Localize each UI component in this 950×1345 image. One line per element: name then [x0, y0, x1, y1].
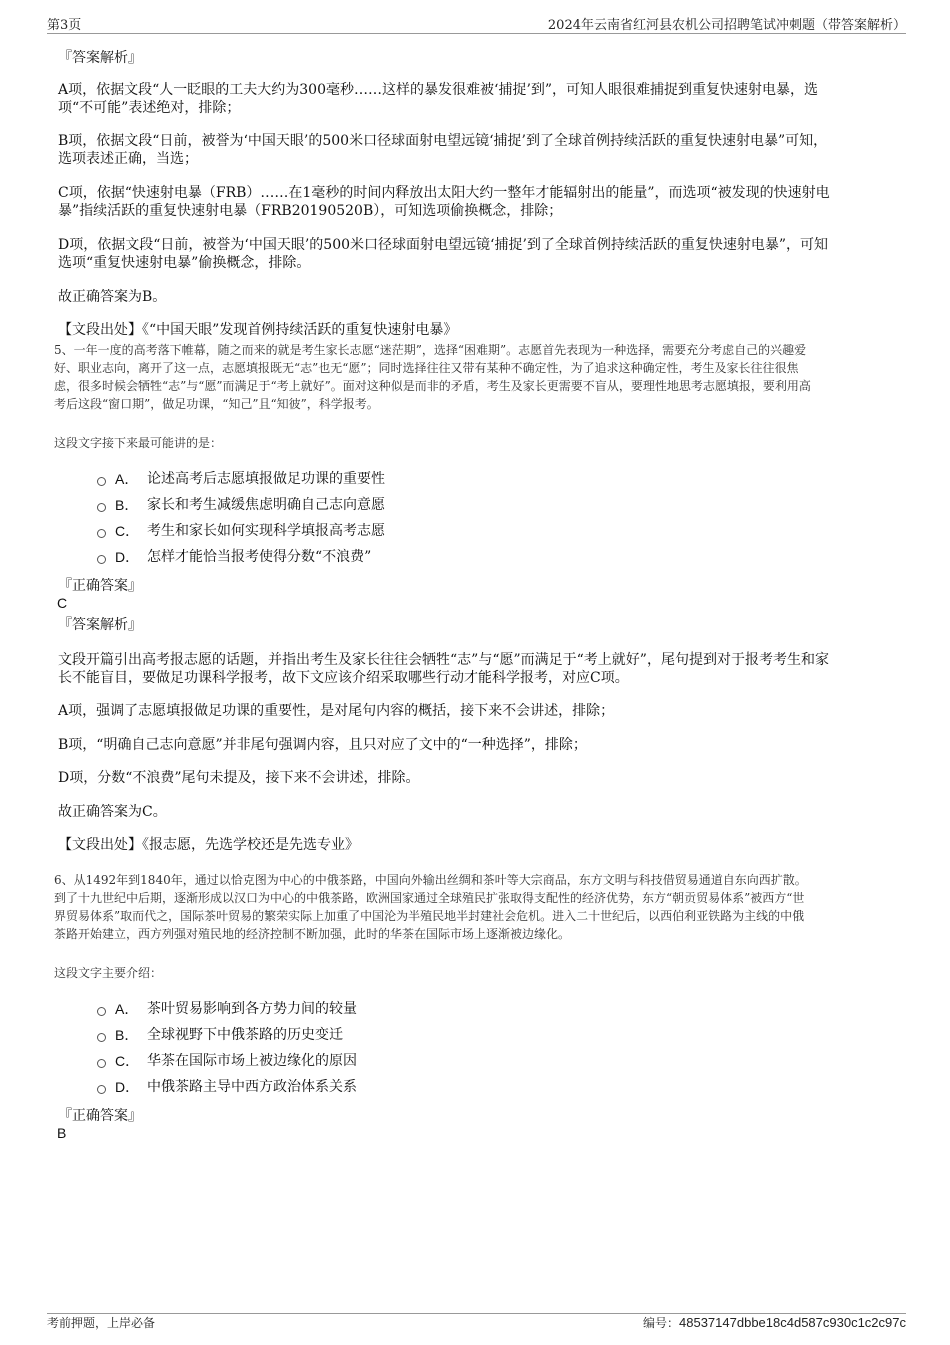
- explain-line: D项，依据文段“日前，被誉为‘中国天眼’的500米口径球面射电望远镜‘捕捉’到了全球首例持续活跃的重复快速射电暴”，可知: [58, 237, 829, 253]
- document-code: [643, 1314, 906, 1331]
- question-passage-line: 考后这段“窗口期”，做足功课，“知己”且“知彼”，科学报考。: [54, 397, 379, 411]
- question-passage-line: 5、一年一度的高考落下帷幕，随之而来的就是考生家长志愿“迷茫期”，选择“困难期”。志愿首先表现为一种选择，需要充分考虑自己的兴趣爱: [54, 343, 807, 357]
- correct-answer-label: 『正确答案』: [58, 1108, 142, 1124]
- radio-icon[interactable]: [97, 1007, 106, 1016]
- option-c[interactable]: C． 华茶在国际市场上被边缘化的原因: [97, 1051, 357, 1071]
- radio-icon[interactable]: [97, 1085, 106, 1094]
- question-passage-line: 6、从1492年到1840年，通过以恰克图为中心的中俄茶路，中国向外输出丝绸和茶叶等大宗商品，东方文明与科技借贸易通道自东向西扩散。: [54, 873, 807, 887]
- conclusion: 故正确答案为B。: [58, 289, 167, 305]
- option-c[interactable]: C． 考生和家长如何实现科学填报高考志愿: [97, 521, 385, 541]
- radio-icon[interactable]: [97, 1033, 106, 1042]
- footer-slogan: 考前押题，上岸必备: [47, 1316, 156, 1330]
- explain-line: 选项表述正确，当选；: [58, 151, 198, 167]
- option-d[interactable]: D． 中俄茶路主导中西方政治体系关系: [97, 1077, 357, 1097]
- radio-icon[interactable]: [97, 477, 106, 486]
- page-number: 第3页: [47, 18, 82, 33]
- explain-line: A项，依据文段“人一眨眼的工夫大约为300毫秒……这样的暴发很难被‘捕捉’到”，可知人眼很难捕捉到重复快速射电暴，选: [58, 82, 819, 98]
- explain-line: B项，依据文段“日前，被誉为‘中国天眼’的500米口径球面射电望远镜‘捕捉’到了全球首例持续活跃的重复快速射电暴”可知，: [58, 133, 828, 149]
- explain-line: D项，分数“不浪费”尾句未提及，接下来不会讲述，排除。: [58, 770, 420, 786]
- source-citation: 【文段出处】《“中国天眼”发现首例持续活跃的重复快速射电暴》: [58, 322, 458, 338]
- radio-icon[interactable]: [97, 503, 106, 512]
- question-passage-line: 好、职业志向，离开了这一点，志愿填报既无“志”也无“愿”；同时选择往往又带有某种不确定性，为了追求这种确定性，考生及家长往往很焦: [54, 361, 799, 375]
- option-a[interactable]: A． 论述高考后志愿填报做足功课的重要性: [97, 469, 385, 489]
- correct-answer: C: [57, 595, 68, 611]
- radio-icon[interactable]: [97, 1059, 106, 1068]
- answer-analysis-label: 『答案解析』: [58, 50, 142, 66]
- correct-answer: B: [57, 1125, 67, 1141]
- document-title: 2024年云南省红河县农机公司招聘笔试冲刺题（带答案解析）: [547, 18, 906, 33]
- header-divider: [47, 33, 906, 34]
- question-passage-line: 虑，很多时候会牺牲“志”与“愿”而满足于“考上就好”。面对这种似是而非的矛盾，考生及家长更需要不盲从，要理性地思考志愿填报，要利用高: [54, 379, 811, 393]
- explain-line: 暴”指续活跃的重复快速射电暴（FRB20190520B），可知选项偷换概念，排除；: [58, 203, 563, 219]
- correct-answer-label: 『正确答案』: [58, 578, 142, 594]
- conclusion: 故正确答案为C。: [58, 804, 167, 820]
- explain-line: A项，强调了志愿填报做足功课的重要性，是对尾句内容的概括，接下来不会讲述，排除；: [58, 703, 615, 719]
- document-code-value: 48537147dbbe18c4d587c930c1c2c97c: [679, 1315, 906, 1330]
- option-a[interactable]: A． 茶叶贸易影响到各方势力间的较量: [97, 999, 357, 1019]
- option-b[interactable]: B． 家长和考生减缓焦虑明确自己志向意愿: [97, 495, 385, 515]
- radio-icon[interactable]: [97, 555, 106, 564]
- option-b[interactable]: B． 全球视野下中俄茶路的历史变迁: [97, 1025, 343, 1045]
- document-code-label: 编号：: [643, 1316, 680, 1330]
- option-d[interactable]: D． 怎样才能恰当报考使得分数“不浪费”: [97, 547, 371, 567]
- question-passage-line: 界贸易体系”取而代之，国际茶叶贸易的繁荣实际上加重了中国沦为半殖民地半封建社会危机。进入二十世纪后，以西伯利亚铁路为主线的中俄: [54, 909, 805, 923]
- answer-analysis-label: 『答案解析』: [58, 617, 142, 633]
- explain-line: 选项“重复快速射电暴”偷换概念，排除。: [58, 255, 311, 271]
- explain-line: 长不能盲目，要做足功课科学报考，故下文应该介绍采取哪些行动才能科学报考，对应C项。: [58, 670, 629, 686]
- question-prompt: 这段文字主要介绍：: [54, 966, 163, 980]
- explain-line: 文段开篇引出高考报志愿的话题，并指出考生及家长往往会牺牲“志”与“愿”而满足于“考上就好”，尾句提到对于报考考生和家: [58, 652, 829, 668]
- explain-line: B项，“明确自己志向意愿”并非尾句强调内容，且只对应了文中的“一种选择”，排除；: [58, 737, 587, 753]
- radio-icon[interactable]: [97, 529, 106, 538]
- explain-line: C项，依据“快速射电暴（FRB）……在1毫秒的时间内释放出太阳大约一整年才能辐射出的能量”，而选项“被发现的快速射电: [58, 185, 830, 201]
- explain-line: 项“不可能”表述绝对，排除；: [58, 100, 241, 116]
- source-citation: 【文段出处】《报志愿，先选学校还是先选专业》: [58, 837, 359, 853]
- question-passage-line: 茶路开始建立，西方列强对殖民地的经济控制不断加强，此时的华茶在国际市场上逐渐被边缘化。: [54, 927, 571, 941]
- question-prompt: 这段文字接下来最可能讲的是：: [54, 436, 223, 450]
- question-passage-line: 到了十九世纪中后期，逐渐形成以汉口为中心的中俄茶路，欧洲国家通过全球殖民扩张取得支配性的经济优势，东方“朝贡贸易体系”被西方“世: [54, 891, 805, 905]
